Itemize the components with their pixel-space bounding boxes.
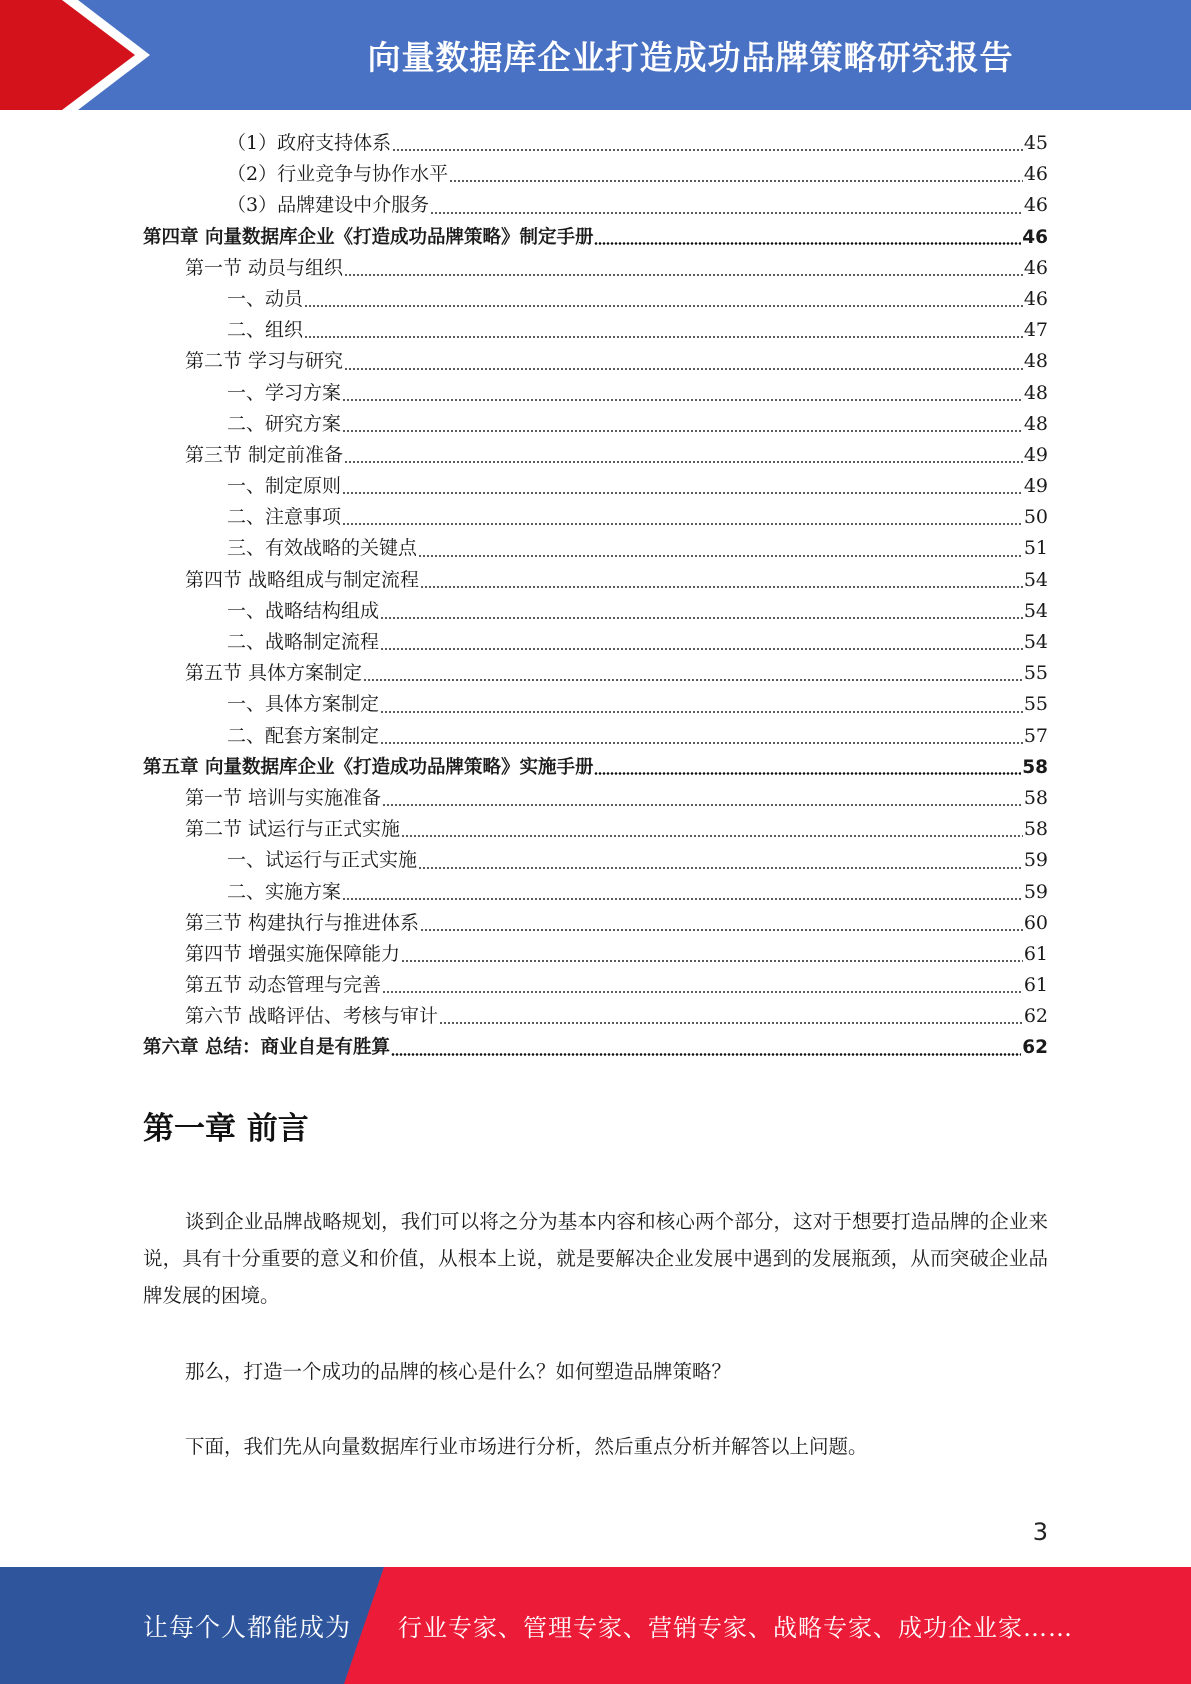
toc-dot-leader — [382, 991, 1023, 993]
toc-entry-title: 三、有效战略的关键点 — [227, 537, 418, 560]
toc-entry-title: 第二节 试运行与正式实施 — [185, 818, 401, 841]
toc-entry[interactable] — [143, 783, 1048, 814]
toc-entry-page: 46 — [1023, 194, 1048, 217]
toc-entry-title: 第五章 向量数据库企业《打造成功品牌策略》实施手册 — [143, 756, 594, 778]
toc-entry[interactable] — [143, 346, 1048, 377]
toc-entry[interactable] — [143, 814, 1048, 845]
toc-entry[interactable] — [143, 877, 1048, 908]
toc-entry[interactable] — [143, 1001, 1048, 1032]
toc-dot-leader — [420, 586, 1023, 588]
toc-entry-page: 55 — [1023, 693, 1048, 716]
toc-entry[interactable] — [143, 128, 1048, 159]
toc-entry[interactable] — [143, 689, 1048, 720]
footer-slogan-left: 让每个人都能成为 — [143, 1612, 352, 1642]
toc-entry-page: 62 — [1022, 1037, 1048, 1059]
toc-dot-leader — [594, 772, 1021, 775]
toc-entry[interactable] — [143, 253, 1048, 284]
toc-entry[interactable] — [143, 845, 1048, 876]
toc-entry-title: （1）政府支持体系 — [227, 132, 392, 154]
toc-dot-leader — [420, 929, 1023, 931]
toc-entry[interactable] — [143, 190, 1048, 221]
toc-entry-page: 48 — [1023, 381, 1048, 404]
toc-entry-page: 59 — [1023, 880, 1048, 903]
toc-entry-title: 第三节 构建执行与推进体系 — [185, 911, 420, 934]
toc-entry-page: 47 — [1023, 319, 1048, 342]
toc-entry-page: 59 — [1023, 849, 1048, 872]
toc-dot-leader — [304, 305, 1023, 307]
toc-entry-page: 46 — [1022, 226, 1048, 248]
toc-dot-leader — [391, 1053, 1021, 1056]
toc-entry-title: 二、注意事项 — [227, 506, 342, 529]
toc-entry-title: 第六章 总结：商业自是有胜算 — [143, 1037, 390, 1059]
toc-entry-page: 58 — [1023, 786, 1048, 809]
toc-entry-title: 第三节 制定前准备 — [185, 443, 344, 466]
toc-entry[interactable] — [143, 596, 1048, 627]
toc-entry-page: 62 — [1023, 1005, 1048, 1028]
toc-entry-page: 58 — [1023, 818, 1048, 841]
toc-entry-title: 第五节 动态管理与完善 — [185, 974, 382, 997]
toc-entry-title: 第六节 战略评估、考核与审计 — [185, 1005, 439, 1028]
footer-slogan-right: 行业专家、管理专家、营销专家、战略专家、成功企业家…… — [398, 1614, 1073, 1642]
intro-paragraph-2: 那么，打造一个成功的品牌的核心是什么？如何塑造品牌策略？ — [185, 1360, 732, 1383]
toc-entry-page: 48 — [1023, 350, 1048, 373]
page-number: 3 — [1032, 1518, 1048, 1546]
toc-entry-title: 第四节 战略组成与制定流程 — [185, 568, 420, 591]
toc-entry-title: 第二节 学习与研究 — [185, 350, 344, 373]
toc-entry-title: （2）行业竞争与协作水平 — [227, 163, 449, 186]
intro-paragraph-3: 下面，我们先从向量数据库行业市场进行分析，然后重点分析并解答以上问题。 — [185, 1435, 868, 1458]
toc-entry-title: 一、动员 — [227, 287, 304, 310]
toc-entry-page: 61 — [1023, 974, 1048, 997]
toc-entry-title: 第四节 增强实施保障能力 — [185, 942, 401, 965]
toc-entry[interactable] — [143, 533, 1048, 564]
toc-dot-leader — [342, 399, 1023, 401]
toc-entry-title: 一、学习方案 — [227, 381, 342, 404]
table-of-contents — [143, 128, 1048, 1064]
toc-dot-leader — [342, 492, 1023, 494]
toc-entry[interactable] — [143, 315, 1048, 346]
toc-entry[interactable] — [143, 627, 1048, 658]
toc-entry-page: 46 — [1023, 256, 1048, 279]
toc-entry-title: 二、研究方案 — [227, 412, 342, 435]
toc-dot-leader — [439, 1022, 1023, 1024]
toc-dot-leader — [363, 679, 1023, 681]
toc-entry-title: 二、实施方案 — [227, 880, 342, 903]
toc-entry[interactable] — [143, 939, 1048, 970]
toc-entry-title: 一、试运行与正式实施 — [227, 849, 418, 872]
toc-dot-leader — [344, 274, 1023, 276]
toc-entry-title: 二、组织 — [227, 319, 304, 342]
toc-entry-page: 61 — [1023, 942, 1048, 965]
toc-entry[interactable] — [143, 378, 1048, 409]
toc-entry[interactable] — [143, 752, 1048, 783]
toc-entry-title: 二、配套方案制定 — [227, 724, 380, 747]
toc-entry-title: （3）品牌建设中介服务 — [227, 194, 430, 217]
toc-entry[interactable] — [143, 721, 1048, 752]
toc-entry-title: 一、具体方案制定 — [227, 693, 380, 716]
toc-entry-title: 一、战略结构组成 — [227, 599, 380, 622]
toc-entry-page: 51 — [1023, 537, 1048, 560]
toc-entry-title: 第五节 具体方案制定 — [185, 662, 363, 685]
toc-entry-page: 46 — [1023, 163, 1048, 186]
chapter-heading: 第一章 前言 — [143, 1111, 309, 1147]
toc-entry[interactable] — [143, 1032, 1048, 1063]
toc-entry[interactable] — [143, 222, 1048, 253]
toc-entry-page: 46 — [1023, 287, 1048, 310]
toc-dot-leader — [380, 711, 1023, 713]
toc-entry-title: 二、战略制定流程 — [227, 631, 380, 653]
toc-dot-leader — [342, 523, 1023, 525]
toc-entry-page: 49 — [1023, 443, 1048, 466]
toc-dot-leader — [380, 617, 1023, 619]
page-header — [0, 0, 1191, 110]
toc-entry[interactable] — [143, 409, 1048, 440]
toc-entry-page: 50 — [1023, 506, 1048, 529]
toc-dot-leader — [344, 461, 1023, 463]
toc-entry[interactable] — [143, 908, 1048, 939]
toc-entry-page: 45 — [1023, 132, 1048, 154]
intro-paragraph-1: 谈到企业品牌战略规划，我们可以将之分为基本内容和核心两个部分，这对于想要打造品牌的企业来说，具有十分重要的意义和价值，从根本上说，就是要解决企业发展中遇到的发展瓶颈，从而突破企业品牌发展的困境。 — [143, 1210, 1048, 1307]
toc-dot-leader — [449, 180, 1023, 182]
toc-entry-page: 57 — [1023, 724, 1048, 747]
toc-dot-leader — [430, 212, 1023, 214]
toc-dot-leader — [392, 149, 1023, 151]
toc-dot-leader — [382, 804, 1023, 806]
toc-entry-page: 55 — [1023, 662, 1048, 685]
toc-entry-title: 第四章 向量数据库企业《打造成功品牌策略》制定手册 — [143, 226, 594, 248]
toc-entry-page: 54 — [1023, 599, 1048, 622]
toc-dot-leader — [342, 430, 1023, 432]
toc-dot-leader — [401, 835, 1023, 837]
toc-entry[interactable] — [143, 159, 1048, 190]
toc-entry[interactable] — [143, 970, 1048, 1001]
toc-dot-leader — [401, 960, 1023, 962]
toc-entry[interactable] — [143, 658, 1048, 689]
toc-entry[interactable] — [143, 284, 1048, 315]
toc-entry-page: 58 — [1022, 756, 1048, 778]
toc-dot-leader — [344, 368, 1023, 370]
toc-dot-leader — [594, 242, 1021, 245]
report-title: 向量数据库企业打造成功品牌策略研究报告 — [367, 37, 1014, 77]
toc-dot-leader — [304, 336, 1023, 338]
toc-entry-title: 一、制定原则 — [227, 475, 342, 498]
toc-entry[interactable] — [143, 565, 1048, 596]
toc-dot-leader — [380, 742, 1023, 744]
toc-entry-title: 第一节 动员与组织 — [185, 256, 344, 279]
toc-entry[interactable] — [143, 440, 1048, 471]
toc-dot-leader — [380, 648, 1023, 650]
toc-dot-leader — [418, 867, 1023, 869]
toc-entry-page: 48 — [1023, 412, 1048, 435]
toc-entry-page: 60 — [1023, 911, 1048, 934]
toc-entry[interactable] — [143, 471, 1048, 502]
toc-dot-leader — [418, 555, 1023, 557]
toc-dot-leader — [342, 898, 1023, 900]
toc-entry-page: 49 — [1023, 475, 1048, 498]
page-footer — [0, 1567, 1191, 1684]
toc-entry[interactable] — [143, 502, 1048, 533]
toc-entry-page: 54 — [1023, 631, 1048, 653]
toc-entry-title: 第一节 培训与实施准备 — [185, 786, 382, 809]
toc-entry-page: 54 — [1023, 568, 1048, 591]
